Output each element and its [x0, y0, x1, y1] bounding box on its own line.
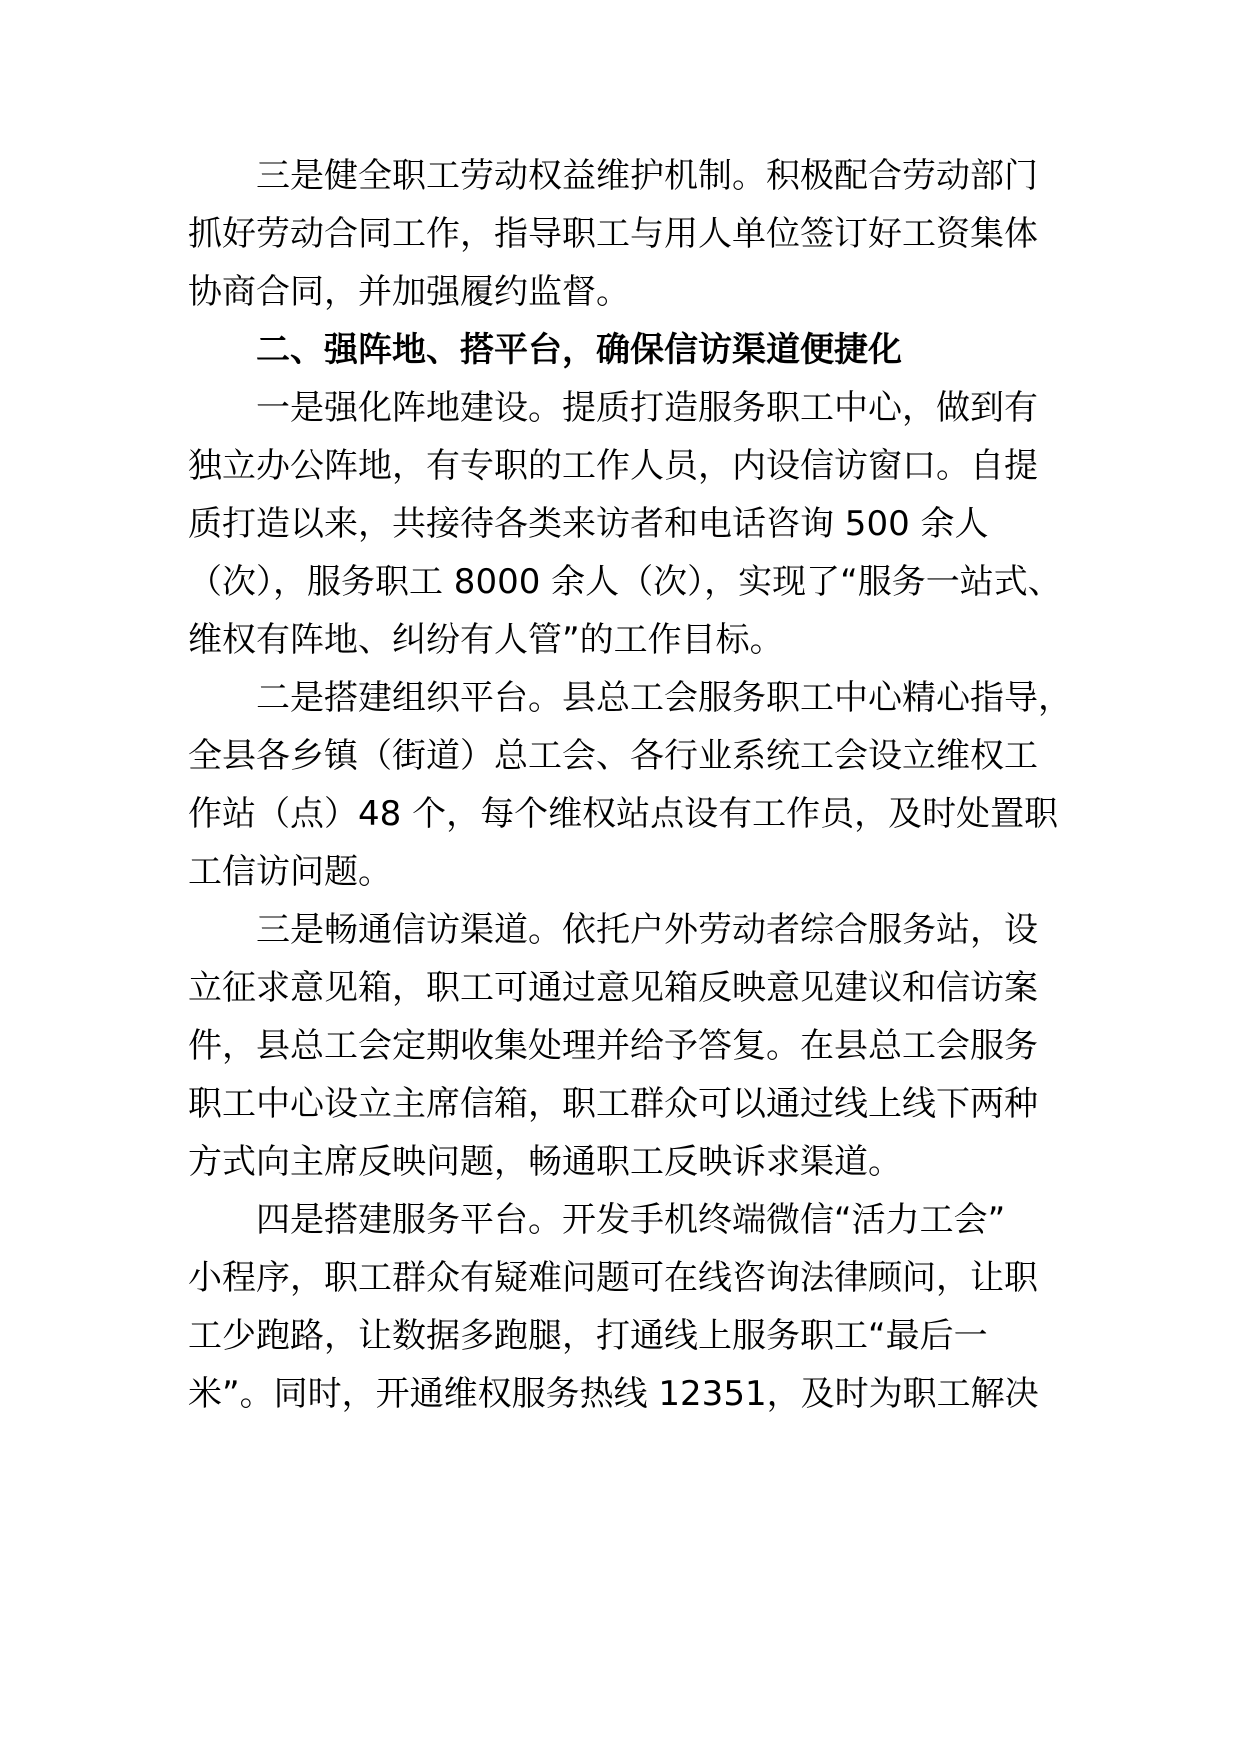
section-heading: 二、强阵地、搭平台，确保信访渠道便捷化: [256, 330, 902, 370]
paragraph-line: 一是强化阵地建设。提质打造服务职工中心，做到有: [256, 388, 1038, 428]
paragraph-line: 全县各乡镇（街道）总工会、各行业系统工会设立维权工: [188, 736, 1038, 776]
paragraph-line: 三是畅通信访渠道。依托户外劳动者综合服务站，设: [256, 910, 1038, 950]
paragraph-line: 四是搭建服务平台。开发手机终端微信“活力工会”: [256, 1200, 1006, 1240]
paragraph-line: 工少跑路，让数据多跑腿，打通线上服务职工“最后一: [188, 1316, 988, 1356]
paragraph-line: 立征求意见箱，职工可通过意见箱反映意见建议和信访案: [188, 968, 1038, 1008]
paragraph-line: 小程序，职工群众有疑难问题可在线咨询法律顾问，让职: [188, 1258, 1038, 1298]
paragraph-line: 独立办公阵地，有专职的工作人员，内设信访窗口。自提: [188, 446, 1038, 486]
paragraph-line: 协商合同，并加强履约监督。: [188, 272, 630, 312]
paragraph-line: 职工中心设立主席信箱，职工群众可以通过线上线下两种: [188, 1084, 1038, 1124]
paragraph-line: 件，县总工会定期收集处理并给予答复。在县总工会服务: [188, 1026, 1038, 1066]
paragraph-line: （次），服务职工 8000 余人（次），实现了“服务一站式、: [188, 562, 1062, 602]
paragraph-line: 米”。同时，开通维权服务热线 12351，及时为职工解决: [188, 1374, 1039, 1414]
paragraph-line: 抓好劳动合同工作，指导职工与用人单位签订好工资集体: [188, 214, 1038, 254]
paragraph-line: 维权有阵地、纠纷有人管”的工作目标。: [188, 620, 784, 660]
paragraph-line: 作站（点）48 个，每个维权站点设有工作员，及时处置职: [188, 794, 1059, 834]
paragraph-line: 工信访问题。: [188, 852, 392, 892]
paragraph-line: 三是健全职工劳动权益维护机制。积极配合劳动部门: [256, 156, 1038, 196]
paragraph-line: 二是搭建组织平台。县总工会服务职工中心精心指导，: [256, 678, 1072, 718]
paragraph-line: 质打造以来，共接待各类来访者和电话咨询 500 余人: [188, 504, 989, 544]
paragraph-line: 方式向主席反映问题，畅通职工反映诉求渠道。: [188, 1142, 902, 1182]
